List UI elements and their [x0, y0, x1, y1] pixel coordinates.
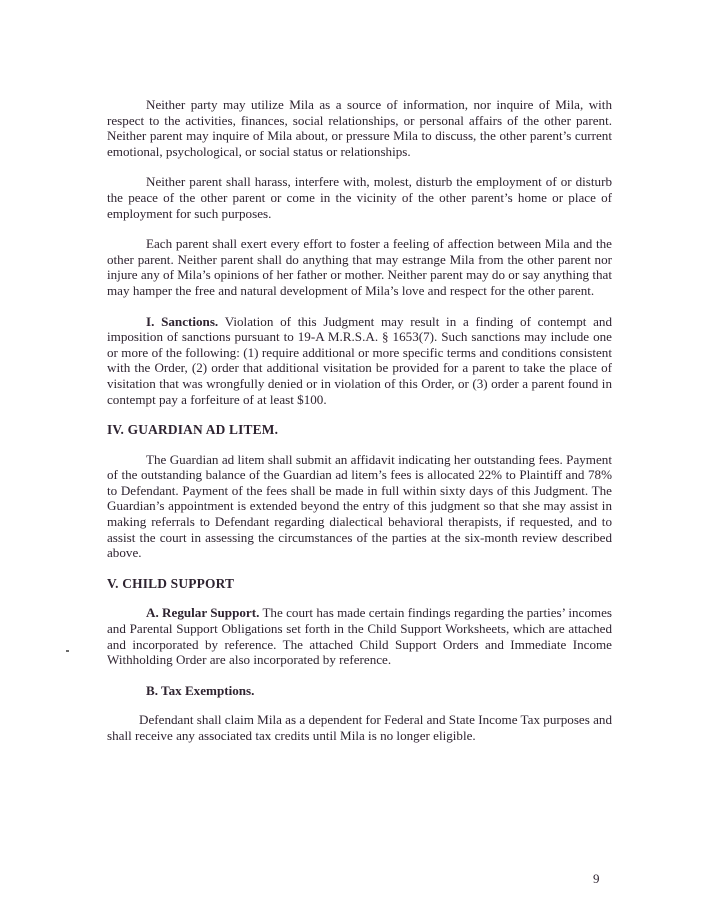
paragraph-no-harassment: Neither parent shall harass, interfere with, molest, disturb the employment of or disturb the peace of the other parent or come in the vicinity of the other parent’s home or place of employment for such purposes. [107, 174, 612, 221]
paragraph-sanctions [107, 314, 612, 408]
paragraph-no-inquiry: Neither party may utilize Mila as a source of information, nor inquire of Mila, with respect to the activities, finances, social relationships, or personal affairs of the other parent. Neither parent may inquire of Mila about, or pressure Mila to discuss, the other parent’s current emotional, psychological, or social status or relationships. [107, 97, 612, 159]
page-number: 9 [593, 871, 600, 886]
paragraph-guardian-ad-litem: The Guardian ad litem shall submit an affidavit indicating her outstanding fees. Payment of the outstanding balance of the Guardian ad litem’s fees is allocated 22% to Plaintiff and 78% to Defendant. Payment of the fees shall be made in full within sixty days of this Judgment. The Guardian’s appointment is extended beyond the entry of this judgment so that she may assist in making referrals to Defendant regarding dialectical behavioral therapists, if requested, and to assist the court in assessing the circumstances of the parties at the six-month review described above. [107, 451, 612, 561]
document-page [107, 97, 612, 744]
sanctions-label: I. Sanctions. [146, 313, 219, 329]
regular-support-label: A. Regular Support. [146, 605, 260, 621]
tax-exemptions-heading: B. Tax Exemptions. [146, 682, 255, 698]
section-iv-heading: IV. GUARDIAN AD LITEM. [107, 422, 279, 438]
section-v-heading: V. CHILD SUPPORT [107, 575, 235, 591]
paragraph-regular-support [107, 605, 612, 667]
margin-mark [66, 650, 69, 652]
paragraph-foster-affection: Each parent shall exert every effort to foster a feeling of affection between Mila and the other parent. Neither parent shall do anything that may estrange Mila from the other parent nor injure any of Mila’s opinions of her father or mother. Neither parent may do or say anything that may hamper the free and natural development of Mila’s love and respect for the other parent. [107, 236, 612, 298]
paragraph-tax-exemptions: Defendant shall claim Mila as a dependent for Federal and State Income Tax purposes and shall receive any associated tax credits until Mila is no longer eligible. [107, 712, 612, 743]
regular-support-text: The court has made certain findings regarding the parties’ incomes and Parental Support Obligations set forth in the Child Support Worksheets, which are attached and incorporated by reference. The attached Child Support Orders and Immediate Income Withholding Order are also incorporated by reference. [107, 605, 612, 668]
sanctions-text: Violation of this Judgment may result in a finding of contempt and imposition of sanctions pursuant to 19-A M.R.S.A. § 1653(7). Such sanctions may include one or more of the following: (1) require additional or more specific terms and conditions consistent with the Order, (2) order that additional visitation be provided for a parent to take the place of visitation that was wrongfully denied or in violation of this Order, or (3) order a parent found in contempt pay a forfeiture of at least $100. [107, 313, 612, 407]
